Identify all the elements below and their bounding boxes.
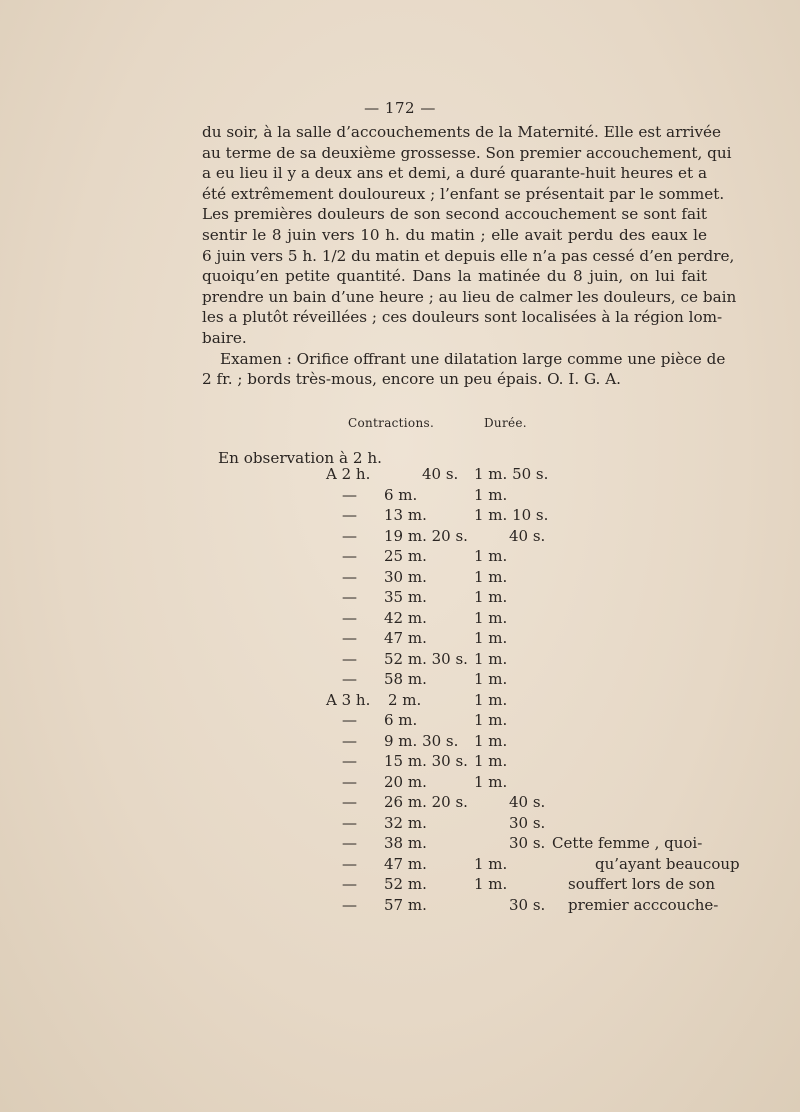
contraction-duration: 1 m. [474, 567, 508, 586]
text-line: prendre un bain d’une heure ; au lieu de calmer les douleurs, ce bain [202, 287, 737, 306]
row-prefix: — [342, 567, 357, 586]
table-row [0, 527, 800, 548]
row-prefix: — [342, 793, 357, 811]
row-prefix: — [342, 506, 357, 524]
contraction-time: 9 m. 30 s. [384, 731, 459, 750]
contraction-duration: 1 m. [474, 752, 508, 770]
contraction-time: 35 m. [384, 588, 427, 606]
contraction-time: 25 m. [384, 547, 427, 565]
row-prefix: — [342, 711, 357, 729]
contraction-duration: 30 s. [509, 813, 546, 832]
row-prefix: — [342, 875, 357, 893]
paragraph-2 [202, 349, 726, 390]
table-row [0, 486, 800, 507]
contraction-duration: 1 m. 50 s. [474, 465, 549, 483]
contraction-duration: 1 m. [474, 711, 508, 729]
observation-label: En observation à 2 h. [218, 449, 382, 467]
row-prefix: — [342, 588, 357, 606]
contraction-duration: 1 m. [474, 485, 508, 504]
contraction-time: 13 m. [384, 506, 427, 524]
row-prefix: — [342, 547, 357, 565]
contraction-time: 20 m. [384, 772, 427, 791]
table-row [0, 465, 800, 486]
table-row [0, 568, 800, 589]
contraction-duration: 40 s. [509, 526, 546, 545]
contraction-time: 38 m. [384, 834, 427, 852]
table-row [0, 506, 800, 527]
row-prefix: A 3 h. [326, 690, 371, 709]
text-line: a eu lieu il y a deux ans et demi, a duré quarante-huit heures et a [202, 164, 707, 183]
contraction-time: 15 m. 30 s. [384, 752, 468, 770]
table-row [0, 629, 800, 650]
row-prefix: — [342, 629, 357, 647]
row-prefix: — [342, 772, 357, 791]
contraction-time: 52 m. 30 s. [384, 649, 468, 668]
row-prefix: — [342, 526, 357, 545]
contraction-duration: 1 m. [474, 690, 508, 709]
text-line: Les premières douleurs de son second accouchement se sont fait [202, 205, 707, 224]
contraction-duration: 1 m. [474, 588, 508, 606]
contraction-duration: 1 m. [474, 670, 508, 688]
table-row [0, 588, 800, 609]
contraction-time: 2 m. [388, 690, 422, 709]
row-prefix: — [342, 670, 357, 688]
text-line: 6 juin vers 5 h. 1/2 du matin et depuis elle n’a pas cessé d’en perdre, [202, 246, 735, 265]
row-prefix: — [342, 608, 357, 627]
text-line: été extrêmement douloureux ; l’enfant se présentait par le sommet. [202, 184, 725, 203]
table-row [0, 711, 800, 732]
row-prefix: A 2 h. [326, 465, 371, 483]
text-line: au terme de sa deuxième grossesse. Son premier accouchement, qui [202, 143, 732, 162]
page-number: — 172 — [364, 99, 436, 117]
contraction-duration: 1 m. [474, 731, 508, 750]
row-prefix: — [342, 485, 357, 504]
contraction-duration: 30 s. [509, 834, 546, 852]
side-note-line: qu’ayant beaucoup [595, 854, 740, 873]
contraction-time: 57 m. [384, 895, 427, 914]
contraction-time: 30 m. [384, 567, 427, 586]
text-line: du soir, à la salle d’accouchements de la Maternité. Elle est arrivée [202, 123, 722, 141]
text-line: 2 fr. ; bords très-mous, encore un peu épais. O. I. G. A. [202, 370, 622, 389]
row-prefix: — [342, 752, 357, 770]
paragraph-1 [202, 122, 737, 349]
row-prefix: — [342, 854, 357, 873]
table-row [0, 773, 800, 794]
table-row [0, 609, 800, 630]
side-note-line: Cette femme , quoi- [552, 834, 703, 852]
contraction-time: 19 m. 20 s. [384, 526, 468, 545]
table-row [0, 691, 800, 712]
side-note-line: premier acccouche- [568, 895, 719, 914]
row-prefix: — [342, 813, 357, 832]
table-row [0, 732, 800, 753]
row-prefix: — [342, 895, 357, 914]
table-row [0, 650, 800, 671]
contraction-time: 40 s. [422, 465, 459, 483]
contraction-duration: 1 m. [474, 772, 508, 791]
contraction-duration: 1 m. 10 s. [474, 506, 549, 524]
contraction-duration: 40 s. [509, 793, 546, 811]
contraction-duration: 1 m. [474, 547, 508, 565]
contraction-time: 6 m. [384, 485, 418, 504]
body-text [202, 122, 737, 390]
contraction-time: 42 m. [384, 608, 427, 627]
contraction-duration: 1 m. [474, 629, 508, 647]
row-prefix: — [342, 649, 357, 668]
row-prefix: — [342, 834, 357, 852]
text-line: quoiqu’en petite quantité. Dans la matinée du 8 juin, on lui fait [202, 267, 707, 286]
contraction-duration: 1 m. [474, 649, 508, 668]
contraction-duration: 30 s. [509, 895, 546, 914]
contraction-duration: 1 m. [474, 875, 508, 893]
contraction-time: 26 m. 20 s. [384, 793, 468, 811]
table-row [0, 814, 800, 835]
contraction-duration: 1 m. [474, 854, 508, 873]
text-line: sentir le 8 juin vers 10 h. du matin ; elle avait perdu des eaux le [202, 225, 707, 244]
header-duree: Durée. [484, 416, 527, 430]
table-row [0, 547, 800, 568]
header-contractions: Contractions. [348, 416, 435, 430]
contraction-time: 47 m. [384, 854, 427, 873]
text-line: baire. [202, 328, 247, 347]
contraction-time: 47 m. [384, 629, 427, 647]
text-line: les a plutôt réveillées ; ces douleurs sont localisées à la région lom- [202, 308, 723, 327]
table-row [0, 752, 800, 773]
text-line: Examen : Orifice offrant une dilatation large comme une pièce de [220, 349, 726, 368]
contraction-time: 52 m. [384, 875, 427, 893]
row-prefix: — [342, 731, 357, 750]
contraction-duration: 1 m. [474, 608, 508, 627]
contraction-time: 6 m. [384, 711, 418, 729]
contraction-time: 58 m. [384, 670, 427, 688]
table-row [0, 670, 800, 691]
side-note-line: souffert lors de son [568, 875, 715, 893]
contraction-time: 32 m. [384, 813, 427, 832]
table-row [0, 793, 800, 814]
